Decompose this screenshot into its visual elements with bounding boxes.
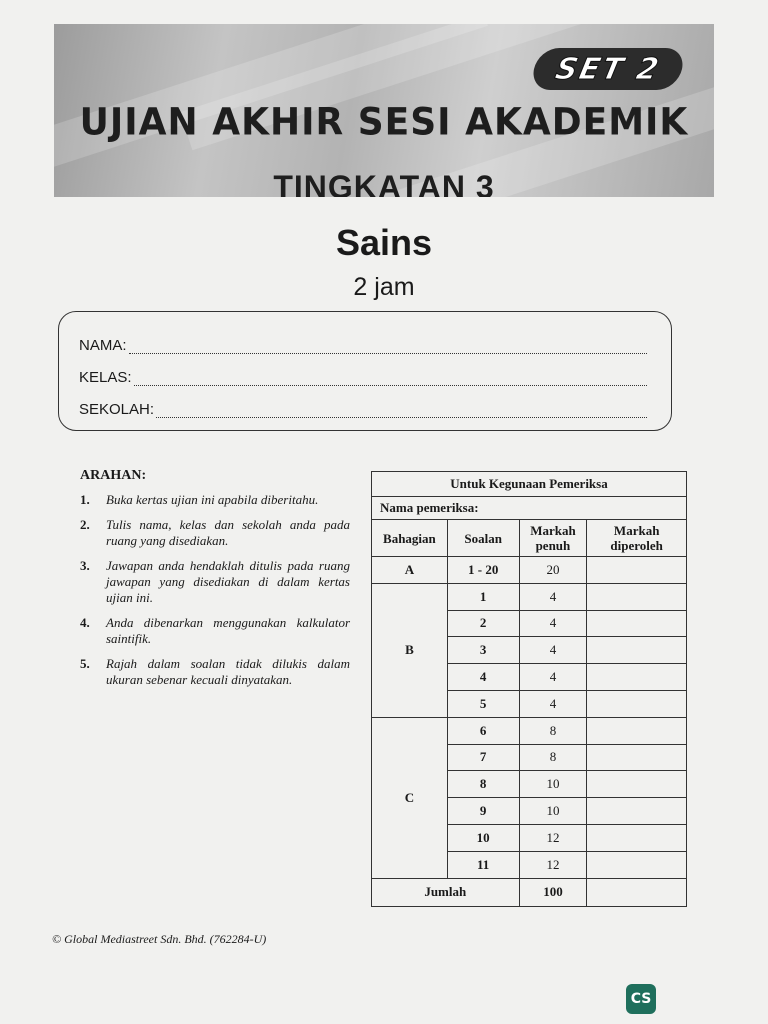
instruction-item: 4. Anda dibenarkan menggunakan kalkulator saintifik. <box>80 615 350 646</box>
student-info-box <box>58 311 672 431</box>
obtained-marks-cell[interactable] <box>587 771 687 798</box>
obtained-marks-cell[interactable] <box>587 744 687 771</box>
camscanner-logo-icon: CS <box>626 984 656 1014</box>
column-header: Bahagian <box>372 520 448 557</box>
class-line[interactable] <box>134 371 647 386</box>
instruction-item: 3. Jawapan anda hendaklah ditulis pada ruang jawapan yang disediakan di dalam kertas ujian ini. <box>80 558 350 605</box>
question-cell: 1 - 20 <box>447 557 519 584</box>
total-obtained-cell[interactable] <box>587 878 687 906</box>
full-marks-cell: 4 <box>519 690 587 717</box>
full-marks-cell: 4 <box>519 637 587 664</box>
obtained-marks-cell[interactable] <box>587 583 687 610</box>
section-cell: C <box>372 717 448 878</box>
subject-title: Sains <box>335 222 433 263</box>
publisher-footer: © Global Mediastreet Sdn. Bhd. (762284-U) <box>52 932 267 946</box>
column-header: Markah penuh <box>519 520 587 557</box>
full-marks-cell: 12 <box>519 824 587 851</box>
section-cell: B <box>372 583 448 717</box>
table-row <box>372 557 687 584</box>
question-cell: 11 <box>447 851 519 878</box>
column-header: Markah diperoleh <box>587 520 687 557</box>
question-cell: 9 <box>447 798 519 825</box>
question-cell: 5 <box>447 690 519 717</box>
full-marks-cell: 10 <box>519 798 587 825</box>
set-label: SET 2 <box>552 51 664 87</box>
question-cell: 2 <box>447 610 519 637</box>
question-cell: 3 <box>447 637 519 664</box>
school-label: SEKOLAH: <box>79 401 155 418</box>
header-banner <box>54 24 714 197</box>
full-marks-cell: 8 <box>519 744 587 771</box>
table-row <box>372 583 687 610</box>
examiner-marks-table <box>371 471 687 907</box>
exam-title: UJIAN AKHIR SESI AKADEMIK <box>79 100 689 145</box>
obtained-marks-cell[interactable] <box>587 798 687 825</box>
obtained-marks-cell[interactable] <box>587 557 687 584</box>
obtained-marks-cell[interactable] <box>587 690 687 717</box>
full-marks-cell: 4 <box>519 583 587 610</box>
full-marks-cell: 20 <box>519 557 587 584</box>
obtained-marks-cell[interactable] <box>587 610 687 637</box>
question-cell: 8 <box>447 771 519 798</box>
section-cell: A <box>372 557 448 584</box>
full-marks-cell: 8 <box>519 717 587 744</box>
question-cell: 10 <box>447 824 519 851</box>
class-field[interactable] <box>79 366 647 386</box>
obtained-marks-cell[interactable] <box>587 637 687 664</box>
school-line[interactable] <box>156 403 647 418</box>
total-marks: 100 <box>519 878 587 906</box>
full-marks-cell: 4 <box>519 664 587 691</box>
name-label: NAMA: <box>79 337 127 354</box>
instruction-item: 5. Rajah dalam soalan tidak dilukis dalam ukuran sebenar kecuali dinyatakan. <box>80 656 350 687</box>
question-cell: 7 <box>447 744 519 771</box>
obtained-marks-cell[interactable] <box>587 664 687 691</box>
total-row <box>372 878 687 906</box>
instructions <box>80 468 350 697</box>
full-marks-cell: 10 <box>519 771 587 798</box>
school-field[interactable] <box>79 398 647 418</box>
total-label: Jumlah <box>372 878 520 906</box>
question-cell: 1 <box>447 583 519 610</box>
column-header: Soalan <box>447 520 519 557</box>
name-field[interactable] <box>79 334 647 354</box>
full-marks-cell: 12 <box>519 851 587 878</box>
instructions-title: ARAHAN: <box>80 468 147 483</box>
exam-duration: 2 jam <box>353 273 415 301</box>
table-row <box>372 717 687 744</box>
instructions-list <box>80 492 350 688</box>
instruction-item: 1. Buka kertas ujian ini apabila diberitahu. <box>80 492 319 507</box>
obtained-marks-cell[interactable] <box>587 851 687 878</box>
name-line[interactable] <box>129 339 647 354</box>
exam-level: TINGKATAN 3 <box>273 169 495 197</box>
instruction-item: 2. Tulis nama, kelas dan sekolah anda pada ruang yang disediakan. <box>80 517 350 548</box>
set-badge <box>530 48 687 90</box>
class-label: KELAS: <box>79 369 132 386</box>
table-title: Untuk Kegunaan Pemeriksa <box>372 472 687 497</box>
full-marks-cell: 4 <box>519 610 587 637</box>
obtained-marks-cell[interactable] <box>587 824 687 851</box>
examiner-name-cell[interactable]: Nama pemeriksa: <box>372 497 687 520</box>
obtained-marks-cell[interactable] <box>587 717 687 744</box>
question-cell: 4 <box>447 664 519 691</box>
question-cell: 6 <box>447 717 519 744</box>
